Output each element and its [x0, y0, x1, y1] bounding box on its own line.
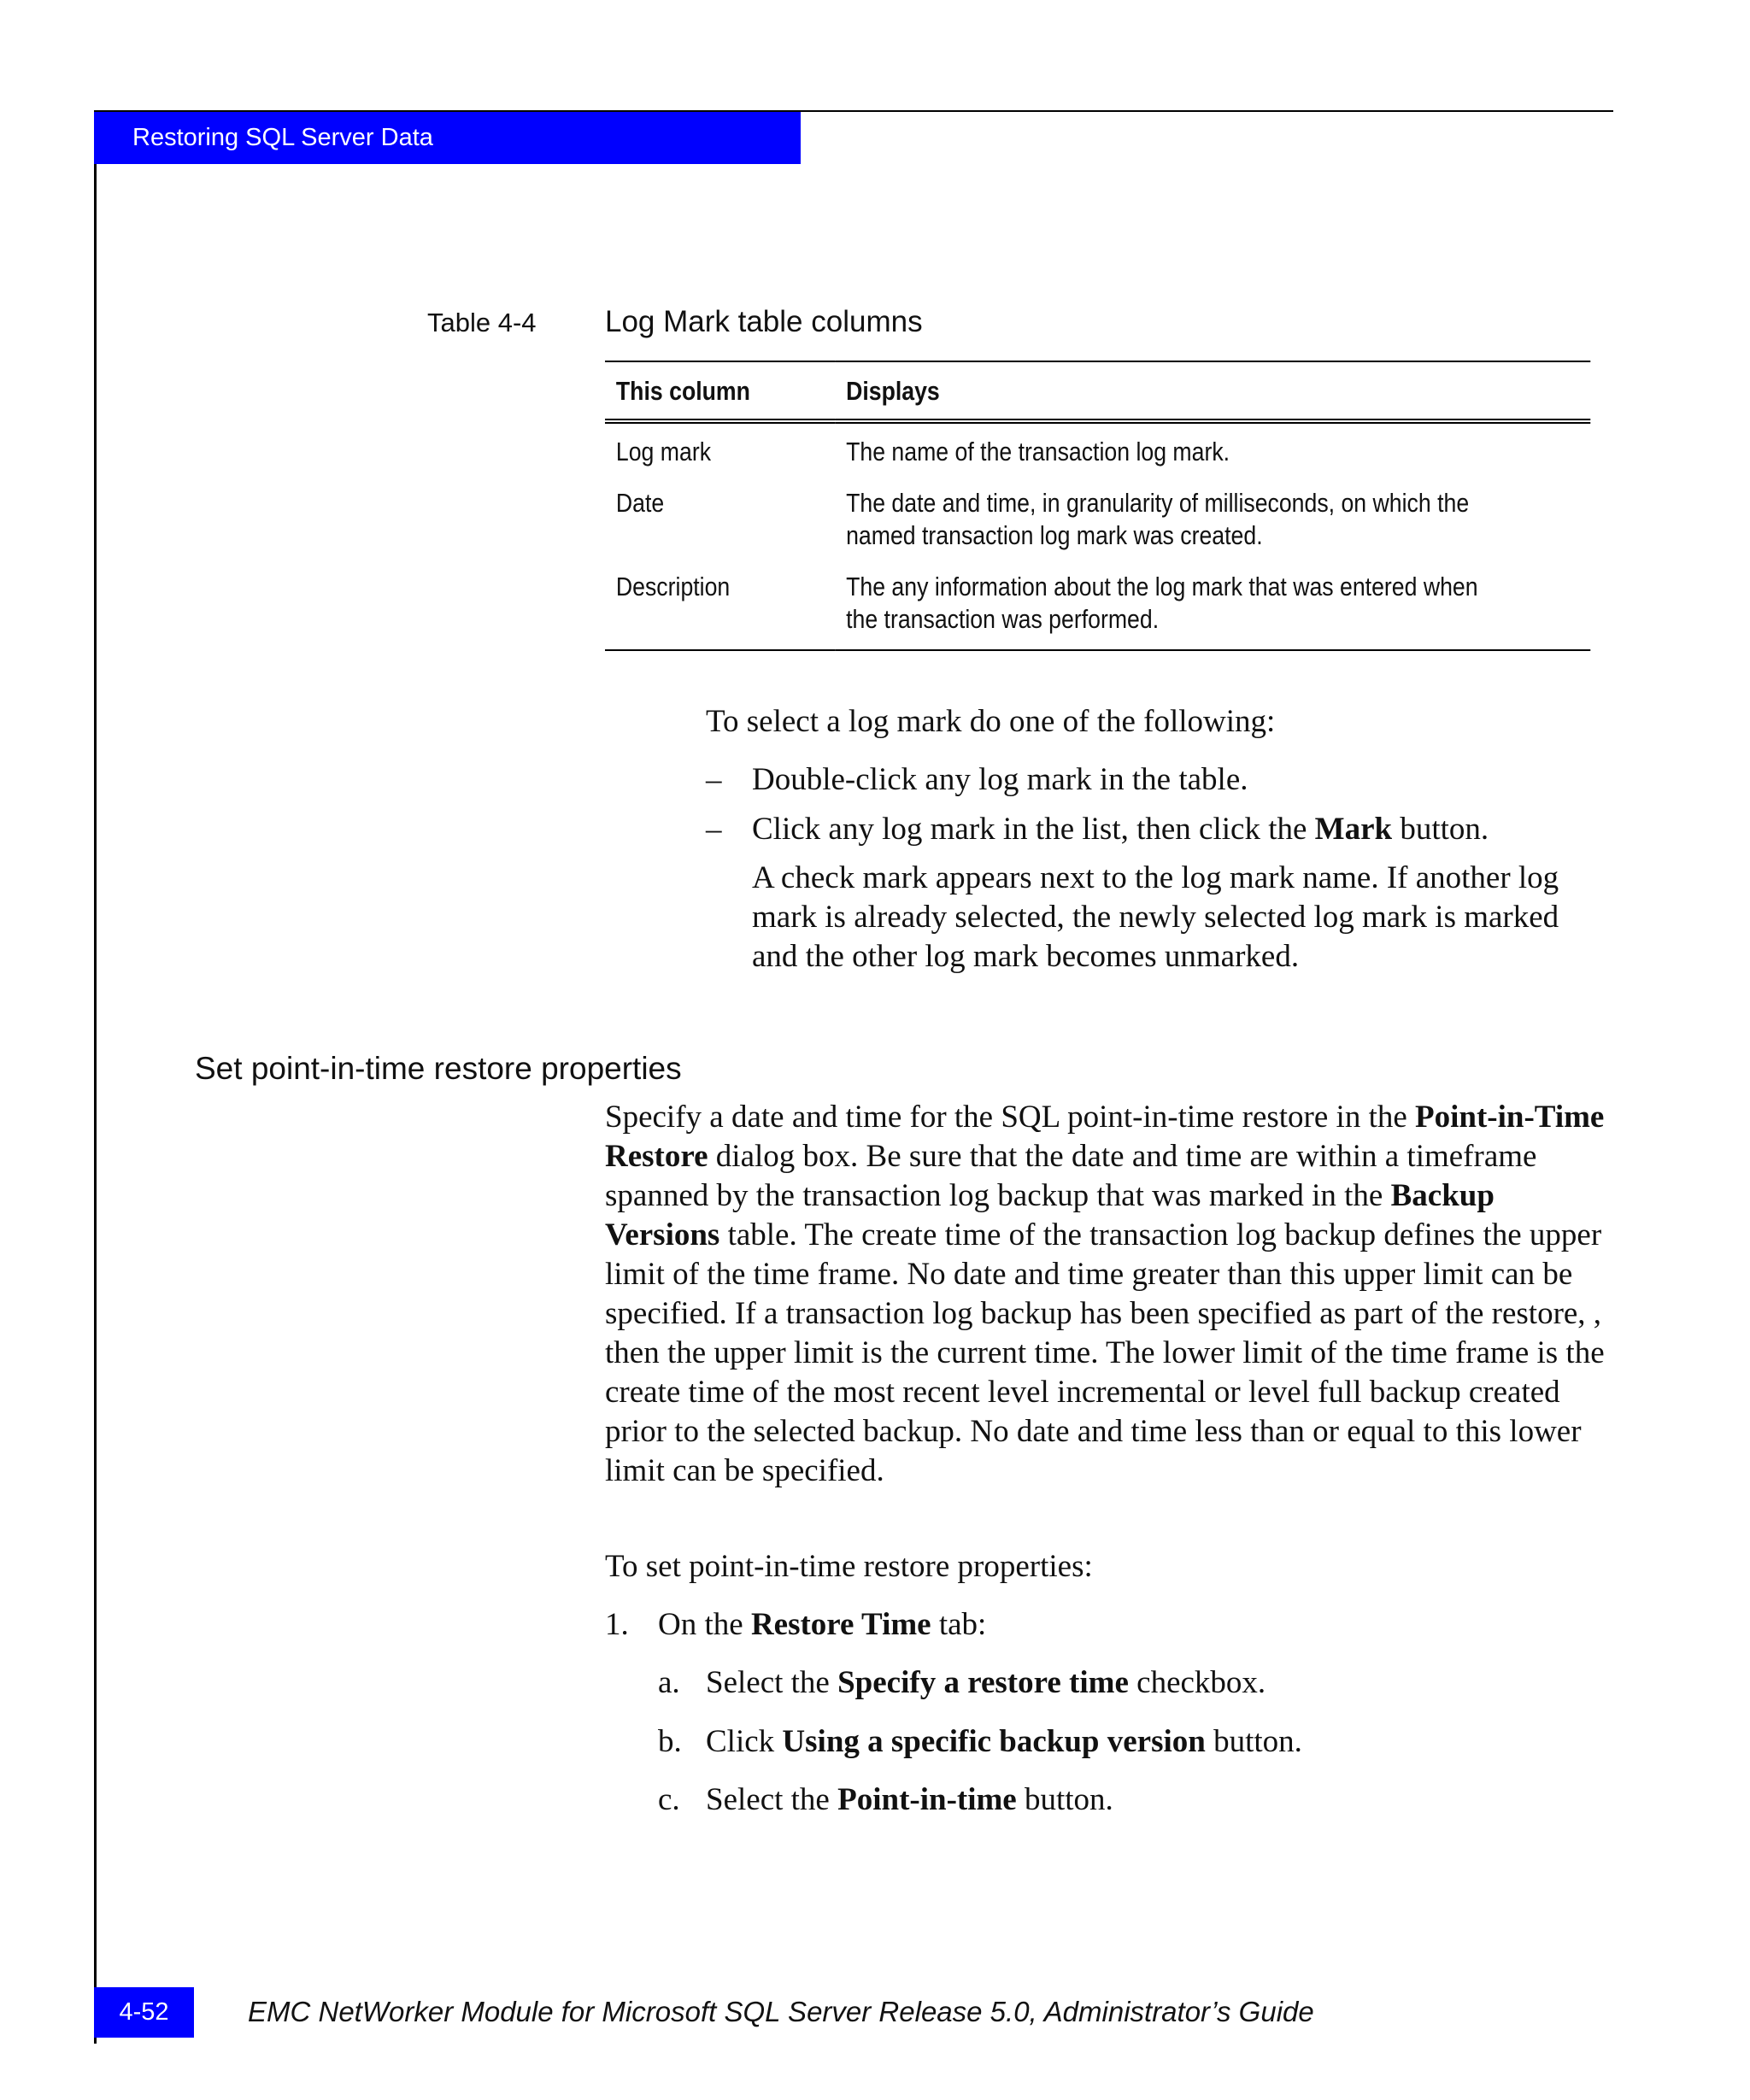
list-dash: –	[706, 762, 722, 797]
substep-letter: b.	[658, 1724, 682, 1759]
table-cell: Log mark	[615, 437, 712, 466]
section-heading: Set point-in-time restore properties	[195, 1051, 682, 1086]
table-cell: Date	[615, 488, 665, 518]
list-item: Double-click any log mark in the table.	[752, 762, 1248, 797]
table-cell	[835, 562, 1590, 650]
table-number: Table 4-4	[427, 308, 537, 337]
list-item: Click any log mark in the list, then click the Mark button.	[752, 812, 1489, 847]
page-number: 4-52	[94, 1987, 194, 2038]
log-mark-note: A check mark appears next to the log mark name. If another log mark is already selected, the newly selected log mark is marked and the other log mark becomes unmarked.	[752, 860, 1559, 974]
substep-text: Select the Point-in-time button.	[706, 1782, 1113, 1817]
table-row	[605, 421, 1590, 478]
table-row	[605, 562, 1590, 650]
left-margin-rule	[94, 111, 97, 2044]
running-header: Restoring SQL Server Data	[94, 112, 801, 164]
table-cell-text: The any information about the log mark that was entered when the transaction was performed.	[846, 572, 1478, 634]
list-dash: –	[706, 812, 722, 847]
column-header: This column	[605, 361, 835, 421]
step-text: On the Restore Time tab:	[658, 1607, 987, 1642]
table-cell-text: The date and time, in granularity of milliseconds, on which the named transaction log mark was created.	[846, 488, 1470, 550]
table-header-row	[605, 361, 1590, 421]
table-cell: Description	[605, 562, 835, 650]
substep-letter: c.	[658, 1782, 680, 1817]
table-row	[605, 478, 1590, 562]
paragraph: To set point-in-time restore properties:	[605, 1549, 1093, 1584]
paragraph: Specify a date and time for the SQL point-in-time restore in the Point-in-Time Restore dialog box. Be sure that the date and time are within a timeframe spanned by the transaction log backup that was marked in the Backup Versions table. The create time of the transaction log backup defines the upper limit of the time frame. No date and time greater than this upper limit can be specified. If a transaction log backup has been specified as part of the restore, , then the upper limit is the current time. The lower limit of the time frame is the create time of the most recent level incremental or level full backup created prior to the selected backup. No date and time less than or equal to this lower limit can be specified.	[605, 1100, 1605, 1488]
column-header: Displays	[835, 361, 1590, 421]
substep-letter: a.	[658, 1665, 680, 1700]
substep-text: Click Using a specific backup version button.	[706, 1724, 1302, 1759]
log-mark-intro: To select a log mark do one of the following:	[706, 704, 1276, 739]
table-title: Log Mark table columns	[605, 305, 923, 338]
table-cell	[835, 478, 1590, 562]
table-cell: The name of the transaction log mark.	[846, 437, 1230, 466]
step-number: 1.	[605, 1607, 629, 1642]
substep-text: Select the Specify a restore time checkbox.	[706, 1665, 1266, 1700]
footer-title: EMC NetWorker Module for Microsoft SQL Server Release 5.0, Administrator’s Guide	[248, 1996, 1314, 2027]
log-mark-table	[605, 361, 1590, 651]
